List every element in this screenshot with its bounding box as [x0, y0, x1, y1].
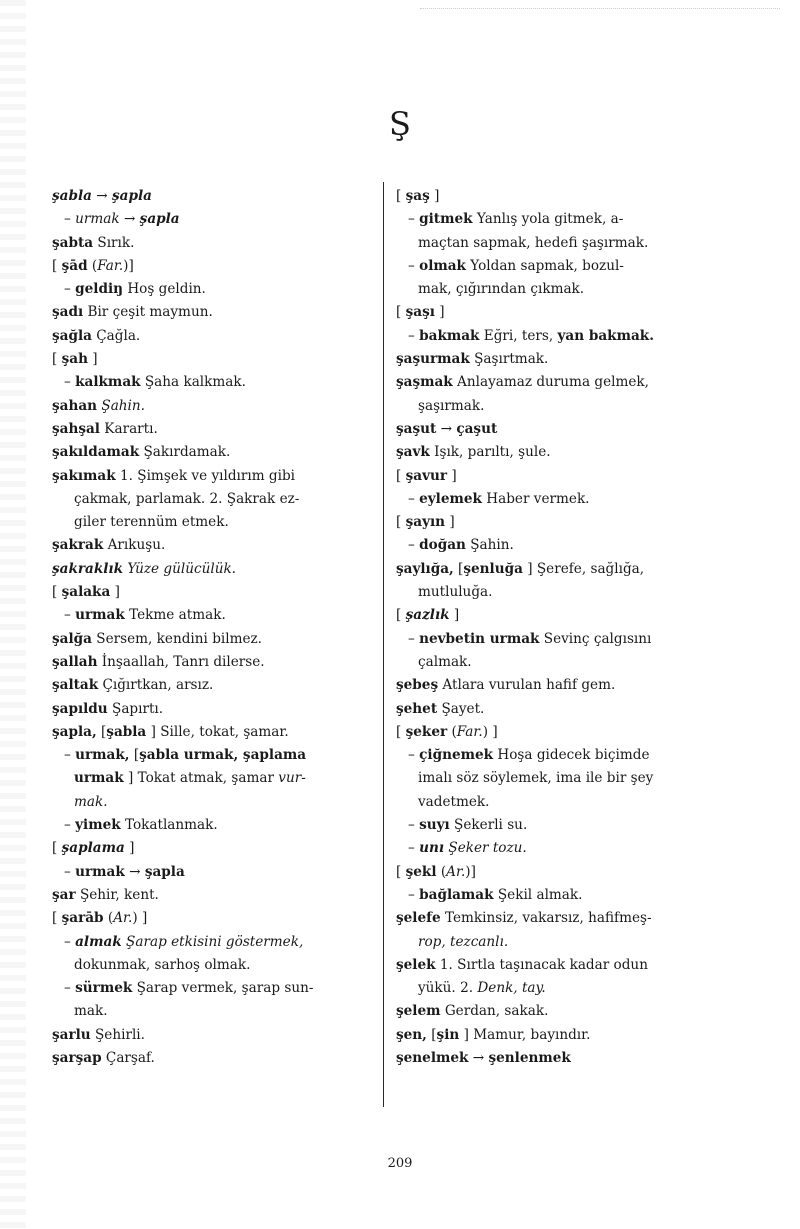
headword-text: şalğa	[52, 630, 92, 647]
definition-text: Atlara vurulan hafif gem.	[438, 677, 616, 694]
headword-text: bağlamak	[419, 886, 494, 903]
headword-text: şen,	[396, 1026, 427, 1043]
headword-text: şelek	[396, 956, 436, 973]
headword-text: Şeker tozu.	[448, 840, 527, 857]
definition-text: (	[436, 863, 447, 880]
dictionary-line	[52, 395, 368, 418]
definition-text: ) ]	[482, 723, 498, 740]
definition-text: çakmak, parlamak. 2. Şakrak ez-	[74, 490, 300, 507]
headword-text: şavur	[405, 467, 448, 484]
definition-text: –	[64, 933, 76, 950]
headword-text: Ar.	[113, 910, 133, 927]
headword-text: kalkmak	[75, 374, 141, 391]
dictionary-line	[52, 744, 368, 767]
dictionary-line	[52, 791, 368, 814]
definition-text: Şayet.	[437, 700, 485, 717]
dictionary-line	[396, 488, 752, 511]
headword-text: suyı	[419, 817, 450, 834]
definition-text: giler terennüm etmek.	[74, 514, 229, 531]
definition-text: –	[408, 327, 420, 344]
dictionary-line	[52, 301, 368, 324]
dictionary-line	[396, 977, 752, 1000]
dictionary-line	[52, 465, 368, 488]
definition-text: [	[52, 584, 62, 601]
dictionary-line	[396, 628, 752, 651]
definition-text: (	[87, 257, 98, 274]
definition-text: (	[447, 723, 457, 740]
definition-text: )]	[465, 863, 476, 880]
definition-text: mak, çığırından çıkmak.	[418, 281, 585, 298]
dictionary-line	[52, 371, 368, 394]
definition-text: Çığırtkan, arsız.	[98, 677, 214, 694]
definition-text: Çarşaf.	[101, 1049, 155, 1066]
headword-text: şenluğa	[463, 560, 523, 577]
dictionary-line	[396, 232, 752, 255]
dictionary-line	[396, 325, 752, 348]
definition-text: ]	[87, 351, 98, 368]
dictionary-line	[52, 907, 368, 930]
definition-text: mak.	[74, 1003, 108, 1020]
headword-text: eylemek	[419, 490, 482, 507]
dictionary-line	[396, 931, 752, 954]
dictionary-line	[396, 814, 752, 837]
definition-text: 1. Şimşek ve yıldırım gibi	[115, 467, 296, 484]
definition-text: Şehir, kent.	[75, 886, 159, 903]
definition-text: Işık, parıltı, şule.	[429, 444, 551, 461]
definition-text: ]	[434, 304, 445, 321]
dictionary-line	[52, 651, 368, 674]
definition-text: –	[64, 863, 76, 880]
definition-text: –	[408, 630, 420, 647]
dictionary-line	[52, 1000, 368, 1023]
page-number: 209	[387, 1156, 413, 1171]
left-column	[52, 185, 368, 1070]
definition-text: 1. Sırtla taşınacak kadar odun	[435, 956, 648, 973]
definition-text: şaşırmak.	[418, 397, 485, 414]
definition-text: yükü. 2.	[418, 980, 478, 997]
dictionary-line	[396, 534, 752, 557]
definition-text: –	[408, 537, 420, 554]
definition-text: Şakırdamak.	[139, 444, 231, 461]
definition-text: ]	[110, 584, 120, 601]
dictionary-line	[396, 441, 752, 464]
definition-text: –	[64, 747, 76, 764]
definition-text: Sevinç çalgısını	[539, 630, 652, 647]
dictionary-line	[396, 418, 752, 441]
definition-text: Arıkuşu.	[103, 537, 166, 554]
definition-text: ] Sille, tokat, şamar.	[146, 723, 289, 740]
dictionary-line	[52, 232, 368, 255]
headword-text: Şahin.	[101, 397, 145, 414]
headword-text: şekl	[405, 863, 437, 880]
definition-text: ]	[449, 607, 460, 624]
dictionary-line	[52, 1024, 368, 1047]
dictionary-line	[52, 278, 368, 301]
dictionary-line	[396, 371, 752, 394]
definition-text: Anlayamaz duruma gelmek,	[452, 374, 649, 391]
dictionary-line	[52, 767, 368, 790]
dictionary-line	[52, 441, 368, 464]
headword-text: şaş	[405, 188, 430, 204]
dictionary-line	[396, 721, 752, 744]
headword-text: şah	[61, 351, 88, 368]
definition-text: imalı söz söylemek, ima ile bir şey	[418, 770, 654, 787]
headword-text: şarāb	[61, 910, 104, 927]
headword-text: urmak	[75, 863, 125, 880]
headword-text: Ar.	[446, 863, 466, 880]
dictionary-line	[396, 255, 752, 278]
headword-text: bakmak	[419, 327, 480, 344]
definition-text: maçtan sapmak, hedefi şaşırmak.	[418, 234, 649, 251]
definition-text: Eğri, ters,	[479, 327, 558, 344]
definition-text: [	[129, 747, 140, 764]
headword-text: şaşı	[405, 304, 435, 321]
definition-text: ] Tokat atmak, şamar	[123, 770, 279, 787]
dictionary-line	[52, 721, 368, 744]
definition-text: Şehirli.	[90, 1026, 145, 1043]
headword-text: şayın	[405, 514, 446, 531]
definition-text: Şaşırtmak.	[469, 351, 549, 368]
headword-text: Şarap etkisini göstermek,	[126, 933, 304, 950]
headword-text: şaşurmak	[396, 351, 470, 368]
headword-text: şağla	[52, 327, 92, 344]
definition-text: Haber vermek.	[481, 490, 590, 507]
definition-text: –	[408, 257, 420, 274]
definition-text: ] Şerefe, sağlığa,	[522, 560, 645, 577]
definition-text: [	[396, 188, 406, 204]
definition-text: [	[52, 257, 62, 274]
dictionary-line	[52, 674, 368, 697]
definition-text: [	[52, 840, 62, 857]
definition-text: Şapırtı.	[107, 700, 164, 717]
dictionary-line	[396, 884, 752, 907]
headword-text: yan bakmak.	[557, 327, 654, 344]
headword-text: şaşut	[396, 420, 437, 437]
headword-text: urmak	[75, 211, 120, 228]
definition-text: –	[408, 211, 420, 228]
definition-text: [	[453, 560, 464, 577]
dictionary-line	[52, 837, 368, 860]
dictionary-line	[52, 534, 368, 557]
definition-text: Şekil almak.	[493, 886, 583, 903]
dictionary-line	[52, 884, 368, 907]
definition-text: Karartı.	[99, 420, 158, 437]
definition-text: [	[396, 607, 406, 624]
dictionary-line	[396, 651, 752, 674]
headword-text: şarşap	[52, 1049, 102, 1066]
definition-text: Sersem, kendini bilmez.	[91, 630, 263, 647]
definition-text: [	[396, 304, 406, 321]
definition-text: –	[64, 211, 76, 228]
definition-text: çalmak.	[418, 653, 472, 670]
definition-text: vadetmek.	[418, 793, 490, 810]
dictionary-line	[52, 255, 368, 278]
dictionary-line	[52, 185, 368, 208]
headword-text: yimek	[75, 817, 121, 834]
definition-text: [	[96, 723, 107, 740]
definition-text: Sırık.	[93, 234, 135, 251]
definition-text: Şaha kalkmak.	[140, 374, 246, 391]
headword-text: urmak,	[75, 747, 130, 764]
definition-text: (	[103, 910, 114, 927]
headword-text: şakrak	[52, 537, 104, 554]
dictionary-line	[396, 1024, 752, 1047]
headword-text: şapla	[112, 188, 152, 204]
headword-text: şapıldu	[52, 700, 108, 717]
headword-text: şabla	[52, 188, 92, 204]
definition-text: [	[396, 467, 406, 484]
headword-text: şakıldamak	[52, 444, 140, 461]
scan-left-edge	[0, 0, 26, 1229]
headword-text: mak.	[74, 793, 108, 810]
definition-text: Temkinsiz, vakarsız, hafifmeş-	[440, 910, 652, 927]
dictionary-line	[52, 348, 368, 371]
headword-text: Yüze gülücülük.	[127, 560, 237, 577]
definition-text: Yanlış yola gitmek, a-	[472, 211, 624, 228]
dictionary-line	[396, 558, 752, 581]
dictionary-line	[396, 954, 752, 977]
headword-text: gitmek	[419, 211, 473, 228]
dictionary-line	[52, 208, 368, 231]
dictionary-line	[396, 861, 752, 884]
right-column	[396, 185, 752, 1070]
dictionary-line	[52, 558, 368, 581]
definition-text: →	[468, 1049, 489, 1066]
headword-text: urmak	[75, 607, 125, 624]
dictionary-line	[396, 208, 752, 231]
dictionary-line	[52, 954, 368, 977]
dictionary-line	[396, 511, 752, 534]
definition-text: –	[64, 607, 76, 624]
headword-text: Denk, tay.	[477, 980, 546, 997]
definition-text: [	[426, 1026, 437, 1043]
headword-text: şavk	[396, 444, 430, 461]
headword-text: şehet	[396, 700, 438, 717]
definition-text: –	[64, 817, 76, 834]
headword-text: şapla	[144, 863, 185, 880]
definition-text: [	[396, 514, 406, 531]
headword-text: çaşut	[456, 420, 498, 437]
dictionary-line	[52, 977, 368, 1000]
headword-text: şaylığa,	[396, 560, 454, 577]
dictionary-line	[52, 511, 368, 534]
definition-text: –	[408, 747, 420, 764]
dictionary-line	[52, 488, 368, 511]
dictionary-line	[52, 698, 368, 721]
section-letter: Ş	[389, 105, 411, 143]
headword-text: şabla urmak, şaplama	[139, 747, 307, 764]
definition-text: ]	[429, 188, 440, 204]
definition-text: Hoşa gidecek biçimde	[493, 747, 650, 764]
headword-text: şar	[52, 886, 76, 903]
definition-text: [	[52, 351, 62, 368]
definition-text: )]	[123, 257, 134, 274]
dictionary-line	[396, 301, 752, 324]
headword-text: olmak	[419, 257, 466, 274]
definition-text: Şekerli su.	[449, 817, 528, 834]
definition-text: mutluluğa.	[418, 584, 493, 601]
definition-text: Çağla.	[91, 327, 141, 344]
dictionary-line	[52, 861, 368, 884]
headword-text: şalaka	[61, 584, 111, 601]
headword-text: şād	[61, 257, 88, 274]
dictionary-line	[396, 698, 752, 721]
definition-text: –	[408, 817, 420, 834]
headword-text: rop, tezcanlı.	[418, 933, 509, 950]
dictionary-line	[396, 581, 752, 604]
dictionary-line	[396, 604, 752, 627]
headword-text: şakraklık	[52, 560, 124, 577]
definition-text: [	[52, 910, 62, 927]
headword-text: urmak	[74, 770, 124, 787]
definition-text: –	[408, 490, 420, 507]
dictionary-line	[52, 604, 368, 627]
definition-text: –	[408, 840, 420, 857]
definition-text: →	[91, 188, 112, 204]
dictionary-line	[52, 628, 368, 651]
definition-text: Tokatlanmak.	[120, 817, 218, 834]
dictionary-line	[52, 581, 368, 604]
headword-text: şenlenmek	[488, 1049, 571, 1066]
headword-text: şeker	[405, 723, 448, 740]
headword-text: şaşmak	[396, 374, 453, 391]
headword-text: Far.	[456, 723, 483, 740]
definition-text: dokunmak, sarhoş olmak.	[74, 956, 251, 973]
definition-text: Şahin.	[465, 537, 514, 554]
dictionary-line	[396, 278, 752, 301]
headword-text: sürmek	[75, 980, 133, 997]
headword-text: çiğnemek	[419, 747, 494, 764]
headword-text: şabla	[106, 723, 147, 740]
definition-text: Tekme atmak.	[124, 607, 226, 624]
definition-text: ]	[445, 514, 455, 531]
definition-text: Şarap vermek, şarap sun-	[132, 980, 314, 997]
definition-text: [	[396, 863, 406, 880]
headword-text: şakımak	[52, 467, 116, 484]
dictionary-line	[52, 1047, 368, 1070]
dictionary-line	[396, 1047, 752, 1070]
headword-text: unı	[419, 840, 445, 857]
headword-text: şaplama	[61, 840, 125, 857]
headword-text: şenelmek	[396, 1049, 469, 1066]
dictionary-line	[396, 395, 752, 418]
headword-text: şarlu	[52, 1026, 91, 1043]
headword-text: şapla	[139, 211, 180, 228]
definition-text: ] Mamur, bayındır.	[459, 1026, 591, 1043]
dictionary-line	[396, 674, 752, 697]
headword-text: şebeş	[396, 677, 439, 694]
definition-text: İnşaallah, Tanrı dilerse.	[97, 653, 265, 670]
dictionary-line	[396, 1000, 752, 1023]
headword-text: doğan	[419, 537, 466, 554]
definition-text: →	[436, 420, 457, 437]
dictionary-line	[52, 325, 368, 348]
headword-text: şaltak	[52, 677, 99, 694]
definition-text: –	[64, 374, 76, 391]
definition-text: Bir çeşit maymun.	[83, 304, 213, 321]
definition-text: Yoldan sapmak, bozul-	[465, 257, 624, 274]
definition-text: –	[64, 281, 76, 298]
headword-text: şapla,	[52, 723, 97, 740]
definition-text: →	[119, 211, 140, 228]
headword-text: şelem	[396, 1003, 441, 1020]
dictionary-line	[52, 418, 368, 441]
definition-text: Gerdan, sakak.	[440, 1003, 549, 1020]
definition-text: [	[396, 723, 406, 740]
dictionary-line	[396, 907, 752, 930]
dictionary-line	[396, 348, 752, 371]
headword-text: almak	[75, 933, 122, 950]
headword-text: şahan	[52, 397, 98, 414]
headword-text: şin	[436, 1026, 460, 1043]
dictionary-line	[396, 791, 752, 814]
headword-text: nevbetin urmak	[419, 630, 540, 647]
headword-text: vur-	[278, 770, 306, 787]
column-divider	[383, 182, 384, 1107]
definition-text: –	[64, 980, 76, 997]
headword-text: şallah	[52, 653, 98, 670]
definition-text: ]	[447, 467, 457, 484]
dictionary-line	[396, 837, 752, 860]
headword-text: geldiŋ	[75, 281, 123, 298]
dictionary-line	[396, 465, 752, 488]
dictionary-line	[52, 814, 368, 837]
headword-text: şabta	[52, 234, 94, 251]
definition-text: Hoş geldin.	[123, 281, 206, 298]
headword-text: şahşal	[52, 420, 100, 437]
dictionary-line	[396, 185, 752, 208]
dictionary-line	[396, 744, 752, 767]
headword-text: şazlık	[405, 607, 450, 624]
definition-text: –	[408, 886, 420, 903]
dictionary-line	[396, 767, 752, 790]
definition-text: ]	[124, 840, 135, 857]
definition-text: ) ]	[132, 910, 148, 927]
headword-text: şelefe	[396, 910, 441, 927]
definition-text: →	[124, 863, 145, 880]
headword-text: Far.	[97, 257, 124, 274]
headword-text: şadı	[52, 304, 84, 321]
dictionary-line	[52, 931, 368, 954]
scan-top-line	[420, 8, 780, 9]
